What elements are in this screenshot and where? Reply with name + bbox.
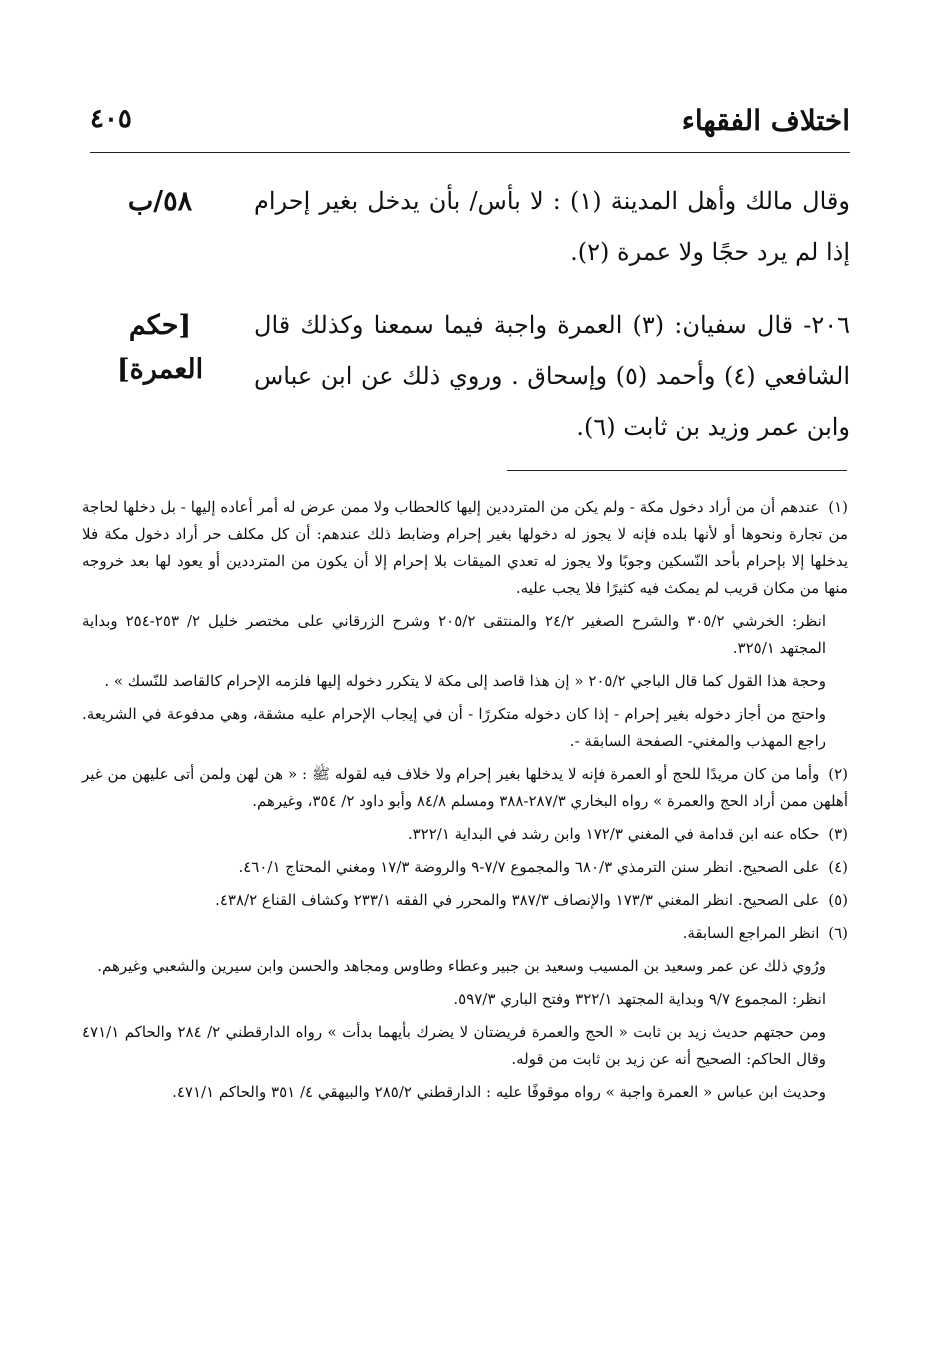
footnote-6-reference: انظر: المجموع ٩/٧ وبداية المجتهد ٣٢٢/١ وفتح الباري ٥٩٧/٣. bbox=[453, 990, 826, 1008]
page-header bbox=[90, 96, 850, 148]
footnote-number: (٦) bbox=[828, 924, 848, 942]
header-divider bbox=[90, 152, 850, 153]
footnote-divider bbox=[507, 470, 847, 471]
footnote-1-argument: وحجة هذا القول كما قال الباجي ٢٠٥/٢ « إن هذا قاصد إلى مكة لا يتكرر دخوله إليها فلزمه الإحرام كالقاصد للنّسك » . bbox=[104, 672, 826, 690]
footnotes-section bbox=[82, 494, 848, 1112]
footnote-1-reference: انظر: الخرشي ٣٠٥/٢ والشرح الصغير ٢٤/٢ والمنتقى ٢٠٥/٢ وشرح الزرقاني على مختصر خليل ٢/ ٢٥٣-٢٥٤ وبداية المجتهد ٣٢٥/١. bbox=[82, 612, 827, 657]
footnote-number: (٤) bbox=[828, 858, 848, 876]
main-paragraph-1: وقال مالك وأهل المدينة (١) : لا بأس/ بأن يدخل بغير إحرام إذا لم يرد حجًا ولا عمرة (٢). bbox=[254, 187, 850, 266]
footnote-number: (٣) bbox=[828, 825, 848, 843]
footnote-number: (١) bbox=[828, 498, 848, 516]
footnote-text: حكاه عنه ابن قدامة في المغني ١٧٢/٣ وابن رشد في البداية ٣٢٢/١. bbox=[407, 825, 820, 843]
page-number: ٤٠٥ bbox=[90, 104, 132, 134]
footnote-text: انظر المراجع السابقة. bbox=[682, 924, 820, 942]
footnote-number: (٢) bbox=[828, 765, 848, 783]
footnote-6-narrators: ورُوي ذلك عن عمر وسعيد بن المسيب وسعيد بن جبير وعطاء وطاوس ومجاهد والحسن وابن سيرين والشعبي وغيرهم. bbox=[97, 957, 826, 975]
footnote-6-evidence-2: وحديث ابن عباس « العمرة واجبة » رواه موقوفًا عليه : الدارقطني ٢٨٥/٢ والبيهقي ٤/ ٣٥١ والحاكم ٤٧١/١. bbox=[172, 1083, 826, 1101]
footnote-text: على الصحيح. انظر المغني ١٧٣/٣ والإنصاف ٣٨٧/٣ والمحرر في الفقه ٢٣٣/١ وكشاف القناع ٤٣٨/٢. bbox=[215, 891, 820, 909]
footnote-5 bbox=[82, 887, 848, 914]
footnote-number: (٥) bbox=[828, 891, 848, 909]
footnote-text: على الصحيح. انظر سنن الترمذي ٦٨٠/٣ والمجموع ٧/٧-٩ والروضة ١٧/٣ ومغني المحتاج ٤٦٠/١. bbox=[238, 858, 820, 876]
footnote-1-counter-argument: واحتج من أجاز دخوله بغير إحرام - إذا كان دخوله متكررًا - أن في إيجاب الإحرام عليه مشقة، وهي مدفوعة في الشريعة. راجع المهذب والمغني- الصفحة السابقة -. bbox=[82, 705, 826, 750]
footnote-2 bbox=[82, 761, 848, 815]
running-title: اختلاف الفقهاء bbox=[681, 104, 850, 137]
footnote-6-evidence-1: ومن حجتهم حديث زيد بن ثابت « الحج والعمرة فريضتان لا يضرك بأيهما بدأت » رواه الدارقطني ٢/ ٢٨٤ والحاكم ٤٧١/١ وقال الحاكم: الصحيح أنه عن زيد بن ثابت من قوله. bbox=[82, 1023, 826, 1068]
main-paragraph-2: ٢٠٦- قال سفيان: (٣) العمرة واجبة فيما سمعنا وكذلك قال الشافعي (٤) وأحمد (٥) وإسحاق . وروي ذلك عن ابن عباس وابن عمر وزيد بن ثابت (٦). bbox=[254, 311, 850, 441]
footnote-4 bbox=[82, 854, 848, 881]
footnote-6 bbox=[82, 920, 848, 947]
footnote-text: وأما من كان مريدًا للحج أو العمرة فإنه لا يدخلها بغير إحرام ولا خلاف فيه لقوله ﷺ : « هن لهن ولمن أتى عليهن من غير أهلهن ممن أراد الحج والعمرة » رواه البخاري ٢٨٧/٣-٣٨٨ ومسلم ٨٤/٨ وأبو داود ٢/ ٣٥٤، وغيرهم. bbox=[82, 765, 848, 810]
section-heading: [حكم العمرة] bbox=[116, 310, 204, 385]
footnote-1 bbox=[82, 494, 848, 602]
footnote-text: عندهم أن من أراد دخول مكة - ولم يكن من المترددين إليها كالحطاب ولا ممن عرض له أمر أعاده إليها - بل دخلها لحاجة من تجارة ونحوها أو لأنها بلده فإنه لا يجوز له دخولها بغير إحرام وضابط ذلك عندهم: أن كل مكلف حر أراد دخول مكة فلا يدخلها إلا بإحرام بأحد النّسكين وجوبًا ولا يجوز له تعدي الميقات بلا إحرام إلا أن يكون من المترددين أو يعود لها بعد خروجه منها من مكان قريب لم يمكث فيه كثيرًا فلا يجب عليه. bbox=[82, 498, 848, 597]
folio-marker: ٥٨/ب bbox=[127, 186, 193, 217]
footnote-3 bbox=[82, 821, 848, 848]
